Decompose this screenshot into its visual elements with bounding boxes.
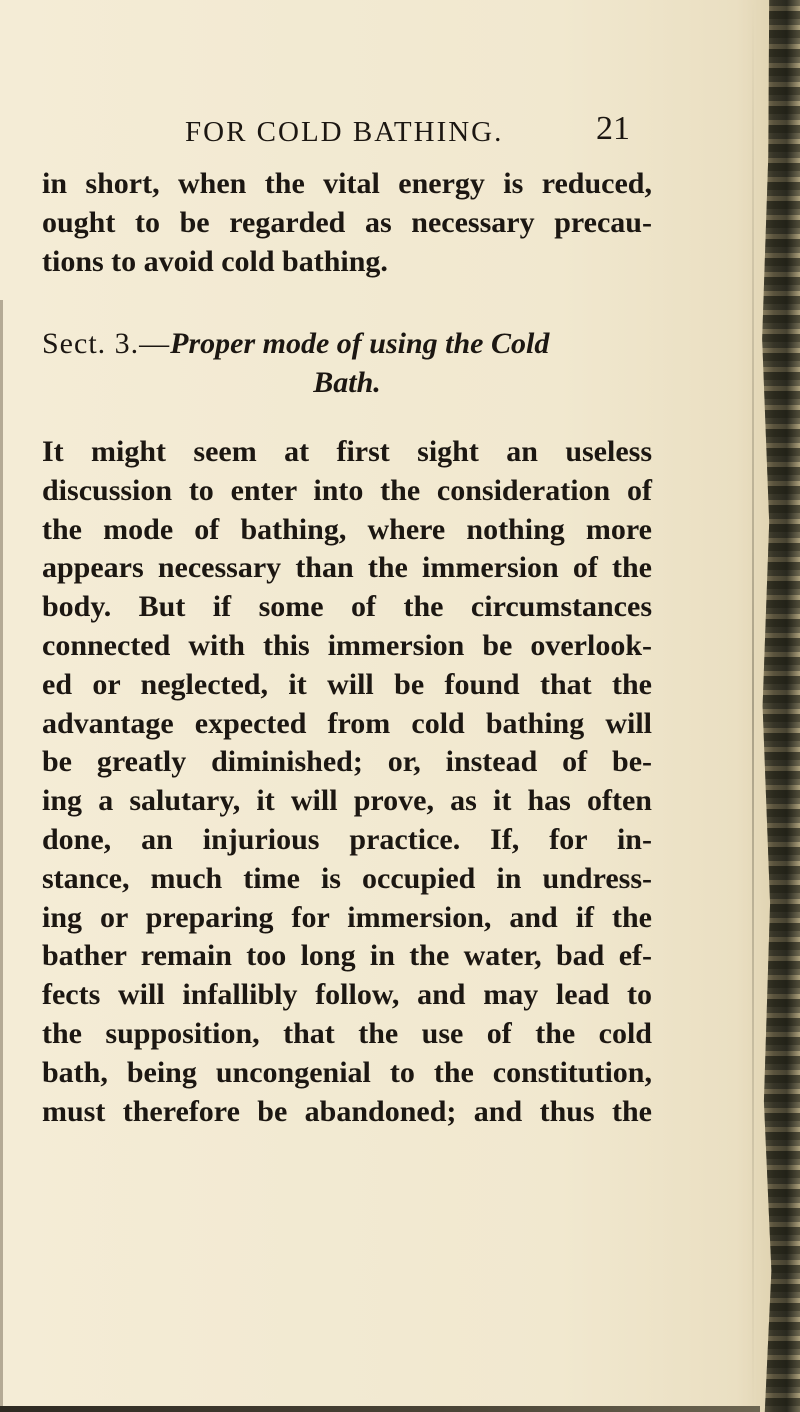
section-title-line-1: Proper mode of using the Cold (170, 327, 550, 361)
bottom-page-edge (0, 1406, 760, 1412)
text-line: in short, when the vital energy is reduced, (42, 167, 652, 200)
text-line: advantage expected from cold bathing will (42, 706, 652, 740)
page-number: 21 (596, 110, 630, 147)
text-line: body. But if some of the circumstances (42, 590, 652, 624)
text-line: stance, much time is occupied in undress- (42, 861, 652, 895)
text-line: discussion to enter into the consideration of (42, 473, 652, 507)
text-line: ing a salutary, it will prove, as it has often (42, 784, 652, 818)
left-margin-shadow (0, 300, 3, 1412)
text-line: bather remain too long in the water, bad ef- (42, 939, 652, 973)
section-title-line-2: Bath. (313, 366, 381, 400)
section-label (42, 327, 170, 360)
torn-page-edge (756, 0, 800, 1412)
text-line: be greatly diminished; or, instead of be- (42, 745, 652, 779)
text-line: the supposition, that the use of the cold (42, 1016, 652, 1050)
text-line: fects will infallibly follow, and may lead to (42, 978, 652, 1012)
text-line: It might seem at first sight an useless (42, 434, 652, 468)
running-head: FOR COLD BATHING. (185, 116, 504, 148)
section-dash: — (139, 327, 171, 361)
text-line: done, an injurious practice. If, for in- (42, 822, 652, 856)
text-line: the mode of bathing, where nothing more (42, 512, 652, 546)
paragraph-2 (42, 433, 652, 1131)
text-line: must therefore be abandoned; and thus the (42, 1094, 652, 1128)
text-line: ought to be regarded as necessary precau- (42, 205, 652, 239)
text-line: tions to avoid cold bathing. (42, 244, 388, 278)
text-line: bath, being uncongenial to the constitution, (42, 1055, 652, 1089)
gutter-shadow (752, 0, 754, 1412)
section-heading (42, 325, 652, 403)
text-line: ed or neglected, it will be found that the (42, 667, 652, 701)
text-line: ing or preparing for immersion, and if the (42, 900, 652, 934)
page-body (42, 165, 652, 1131)
paragraph-1 (42, 165, 652, 281)
text-line: appears necessary than the immersion of the (42, 551, 652, 585)
text-line: connected with this immersion be overlook- (42, 628, 652, 662)
page-header (185, 110, 630, 156)
section-number: Sect. 3. (42, 327, 140, 361)
